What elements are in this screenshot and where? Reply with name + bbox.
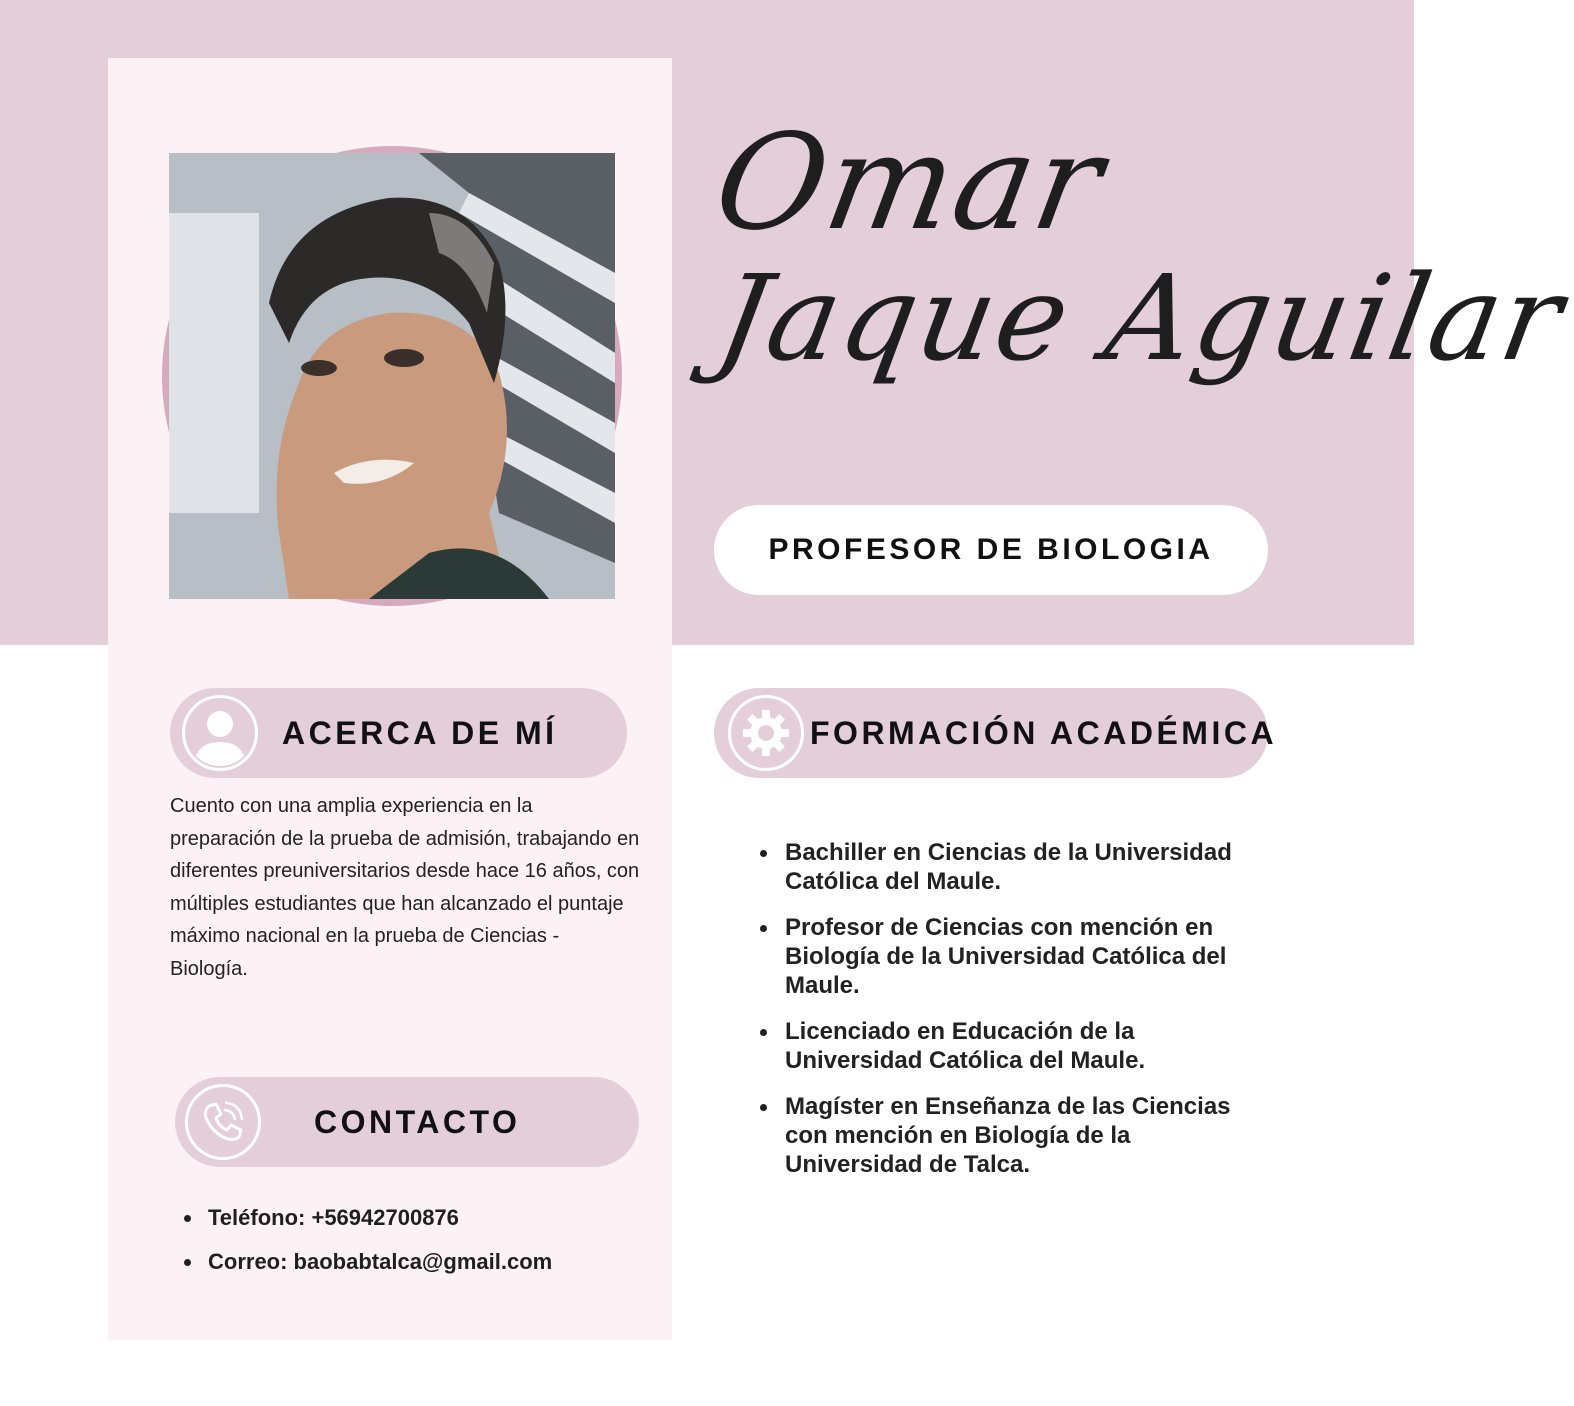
about-text: Cuento con una amplia experiencia en la preparación de la prueba de admisión, trabajando en diferentes preuniversitarios desde hace 16 años, con múltiples estudiantes que han alcanzado el puntaje máximo nacional en la prueba de Ciencias - Biología. bbox=[170, 795, 640, 980]
gear-icon bbox=[728, 695, 804, 771]
list-item: Magíster en Enseñanza de las Ciencias con mención en Biología de la Universidad de Talca. bbox=[754, 1092, 1274, 1179]
education-heading: FORMACIÓN ACADÉMICA bbox=[810, 715, 1278, 751]
about-heading: ACERCA DE MÍ bbox=[282, 715, 558, 751]
last-name: Jaque Aguilar bbox=[707, 249, 1574, 387]
profile-photo-frame bbox=[162, 146, 622, 606]
about-heading-pill bbox=[170, 688, 627, 778]
list-item: Profesor de Ciencias con mención en Biología de la Universidad Católica del Maule. bbox=[754, 913, 1274, 1000]
education-heading-pill bbox=[714, 688, 1278, 778]
phone-icon bbox=[185, 1084, 261, 1160]
contact-heading-pill bbox=[175, 1077, 639, 1167]
first-name: Omar bbox=[704, 106, 1115, 260]
contact-heading: CONTACTO bbox=[314, 1104, 521, 1140]
job-title: PROFESOR DE BIOLOGIA bbox=[768, 533, 1214, 566]
user-icon bbox=[182, 695, 258, 771]
job-title-badge bbox=[714, 505, 1268, 595]
list-item: Licenciado en Educación de la Universidad Católica del Maule. bbox=[754, 1017, 1274, 1075]
profile-photo bbox=[169, 153, 615, 599]
contact-list bbox=[178, 1196, 552, 1284]
education-list bbox=[754, 838, 1274, 1196]
contact-email[interactable]: Correo: baobabtalca@gmail.com bbox=[178, 1240, 552, 1284]
list-item: Bachiller en Ciencias de la Universidad Católica del Maule. bbox=[754, 838, 1274, 896]
contact-phone[interactable]: Teléfono: +56942700876 bbox=[178, 1196, 552, 1240]
